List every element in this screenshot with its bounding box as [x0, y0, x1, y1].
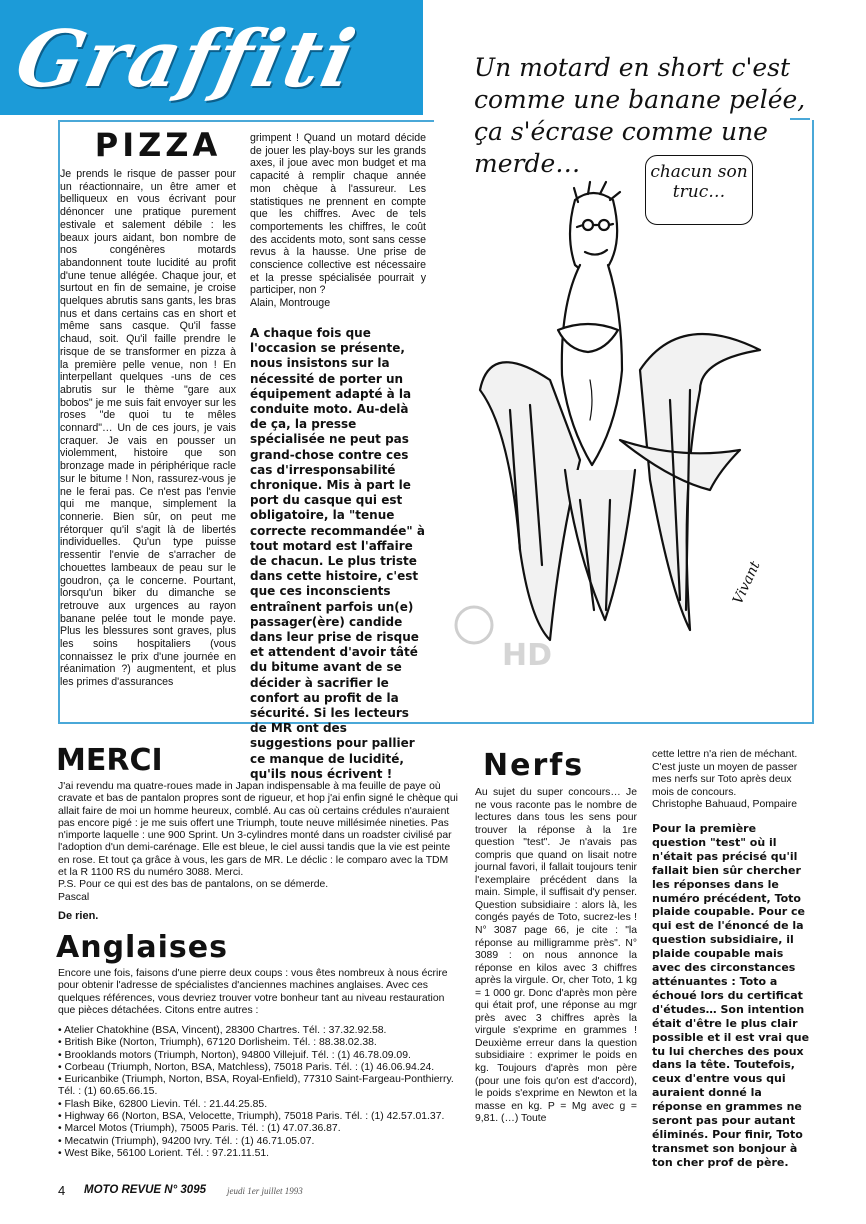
pizza-letter-col2	[250, 132, 426, 310]
list-item: • Euricanbike (Triumph, Norton, BSA, Royal-Enfield), 77310 Saint-Fargeau-Ponthierry. Tél. : (1) 60.65.66.15.	[58, 1074, 458, 1099]
merci-ps: P.S. Pour ce qui est des bas de pantalons, on se démerde.	[58, 879, 329, 891]
merci-letter	[58, 781, 458, 904]
watermark-text: HD	[502, 638, 553, 673]
list-item: • Highway 66 (Norton, BSA, Velocette, Triumph), 75018 Paris. Tél. : (1) 42.57.01.37.	[58, 1111, 458, 1123]
page-number: 4	[58, 1183, 66, 1198]
issue-date: jeudi 1er juillet 1993	[227, 1186, 303, 1196]
nerfs-text: cette lettre n'a rien de méchant. C'est juste un moyen de passer mes nerfs sur Toto après deux mois de concours.	[652, 749, 798, 798]
list-item: • British Bike (Norton, Triumph), 67120 Dorlisheim. Tél. : 88.38.02.38.	[58, 1037, 458, 1049]
pizza-heading: PIZZA	[94, 126, 222, 164]
nerfs-editor-reply: Pour la première question "test" où il n'était pas précisé qu'il fallait bien sûr chercher les réponses dans le numéro précédent, Toto plaide coupable. Pour ce qui est de l'énoncé de la question subsidiaire, il plaide coupable mais avec des circonstances atténuantes : Toto a échoué lors du certificat d'études… Son intention était d'être le plus clair possible et il est vrai que tu lui cherches des poux dans la tête. Toutefois, ceux d'entre vous qui auraient donné la réponse en grammes ne seront pas pour autant éliminés. Pour finir, Toto transmet son bonjour à ton cher prof de père.	[652, 822, 810, 1169]
pizza-author: Alain, Montrouge	[250, 297, 331, 310]
merci-author: Pascal	[58, 891, 90, 903]
pizza-letter-col1: Je prends le risque de passer pour un réactionnaire, un être amer et belliqueux en vous écrivant pour dénoncer une pratique purement estivale et salement débile : les beaux jours aidant, bon nombre de nos congénères motards abandonnent toute lucidité au profit d'une tenue allégée. Chaque jour, et surtout en fin de semaine, je croise quelques abrutis sans gants, les bras nus et dans certains cas en short et même sans casque. Qu'il fasse chaud, soit. Qu'il faille prendre le risque de se transformer en pizza à la première pelle venue, non ! En interpellant quelques -uns de ces abrutis sur le thème "gare aux bobos" je me suis fait envoyer sur les roses "de quoi tu te mêles connard"… Un de ces jours, je vais craquer. Je vais en pousser un violemment, histoire que son bronzage made in périphérique racle sur le bitume ! Non, rassurez-vous je ne le ferai pas. Ce n'est pas l'envie qui me manque, simplement la connerie. Bien sûr, on peut me rétorquer qu'il s'agit là de libertés individuelles. Qu'un type puisse ressentir l'envie de s'arracher de chouettes lambeaux de peau sur le goudron, ça le concerne. Pourtant, lorsqu'un biker du dimanche se retrouve aux urgences au rayon banane pelée tout le monde paye. Plus les blessures sont graves, plus les soins hospitaliers (vous connaissez le prix d'une journée en réanimation ?) augmentent, et plus les primes d'assurances	[60, 168, 236, 689]
list-item: • Mecatwin (Triumph), 94200 Ivry. Tél. : (1) 46.71.05.07.	[58, 1136, 458, 1148]
page-title: Graffiti	[8, 14, 365, 105]
list-item: • Corbeau (Triumph, Norton, BSA, Matchless), 75018 Paris. Tél. : (1) 46.06.94.24.	[58, 1062, 458, 1074]
artist-signature: Vivant	[730, 558, 764, 607]
cartoon-caption: Un motard en short c'est comme une banane pelée, ça s'écrase comme une merde…	[474, 53, 806, 178]
frame-top-rule	[58, 120, 434, 122]
anglaises-intro: Encore une fois, faisons d'une pierre deux coups : vous êtes nombreux à nous écrire pour obtenir l'adresse de spécialistes d'anciennes machines anglaises. Avec ces quelques références, vous devriez trouver votre bonheur tant au niveau restauration que pièces détachées. Citons entre autres :	[58, 968, 448, 1016]
nerfs-author: Christophe Bahuaud, Pompaire	[652, 799, 797, 811]
specialist-list	[58, 1025, 458, 1160]
nerfs-letter-col1: Au sujet du super concours… Je ne vous raconte pas le nombre de lectures dans tous les sens pour trouver la réponse à la 1re question "test". Je n'avais pas compris que quand on lisait notre journal favori, il fallait toujours tenir l'exemplaire précédent dans la main. Simple, il suffisait d'y penser. Question subsidiaire : alors là, les congés payés de Toto, sucrez-les ! N° 3087 page 66, je cite : "la réponse au milligramme près". N° 3089 : on nous annonce la réponse en kilos avec 3 chiffres après la virgule. Or, cher Toto, 1 kg = 1 000 gr. Donc d'après mon père qui était prof, une réponse au mgr près avec 3 chiffres après la virgule s'exprime en grammes ! Deuxième erreur dans la question subsidiaire : exprimer le poids en kg. Toujours d'après mon père (pour une fois qu'on est d'accord), le poids s'exprime en Newton et la masse en kg. P = Mg avec g = 9,81. (…) Toute	[475, 787, 637, 1125]
list-item: • Brooklands motors (Triumph, Norton), 94800 Villejuif. Tél. : (1) 46.78.09.09.	[58, 1050, 458, 1062]
list-item: • Marcel Motos (Triumph), 75005 Paris. Tél. : (1) 47.07.36.87.	[58, 1123, 458, 1135]
merci-heading: MERCI	[56, 743, 163, 778]
frame-corner	[790, 118, 810, 120]
magazine-issue: MOTO REVUE N° 3095	[84, 1184, 206, 1196]
nerfs-letter-col2	[652, 749, 814, 812]
nerfs-heading: Nerfs	[483, 748, 585, 783]
speech-bubble: chacun son truc…	[645, 155, 753, 225]
watermark-logo	[452, 595, 562, 675]
list-item: • West Bike, 56100 Lorient. Tél. : 97.21.11.51.	[58, 1148, 458, 1160]
merci-editor-reply: De rien.	[58, 910, 99, 922]
anglaises-heading: Anglaises	[56, 930, 228, 965]
list-item: • Atelier Chatokhine (BSA, Vincent), 28300 Chartres. Tél. : 37.32.92.58.	[58, 1025, 458, 1037]
merci-text: J'ai revendu ma quatre-roues made in Japan indispensable à ma feuille de paye où cravate et bas de pantalon propres sont de rigueur, et hop j'ai enfin signé le chèque qui allait faire de moi un homme heureux, comblé. Au cas où certains crédules n'auraient pas encore pigé : je me suis offert une Triumph, toute neuve millésimée nineties. Pas n'importe laquelle : une 900 Sprint. Un 3-cylindres monté dans un roadster civilisé par l'adoption d'un demi-carénage. Elle est bleue, le ciel aussi tandis que la vie est peinte en rose. Et tout ça grâce à vous, les gars de MR. Le déclic : le comparo avec la TDM et la R 1100 RS du numéro 3088. Merci.	[58, 781, 458, 879]
pizza-editor-reply: A chaque fois que l'occasion se présente, nous insistons sur la nécessité de porter un équipement adapté à la conduite moto. Au-delà de ça, la presse spécialisée ne peut pas grand-chose contre ces cas d'irresponsabilité chronique. Mis à part le port du casque qui est obligatoire, la "tenue correcte recommandée" à tout motard est l'affaire de chacun. Le plus triste dans cette histoire, c'est que ces inconscients entraînent parfois un(e) passager(ère) candide dans leur prise de risque et attendent d'avoir tâté du bitume avant de se décider à sacrifier le confort au profit de la sécurité. Si les lecteurs de MR ont des suggestions pour pallier ce manque de lucidité, qu'ils nous écrivent !	[250, 326, 425, 781]
list-item: • Flash Bike, 62800 Lievin. Tél. : 21.44.25.85.	[58, 1099, 458, 1111]
pizza-letter-text: grimpent ! Quand un motard décide de jouer les play-boys sur les grands axes, il joue avec mon budget et ma capacité à remplir chaque année mon chèque à l'assureur. Les statistiques ne prennent en compte que les chiffres. Avec de tels comportements les chiffres, le coût des accidents moto, sont sans cesse revus à la hausse. Une prise de conscience collective est nécessaire et la presse spécialisée pourrait y participer, non ?	[250, 132, 426, 297]
